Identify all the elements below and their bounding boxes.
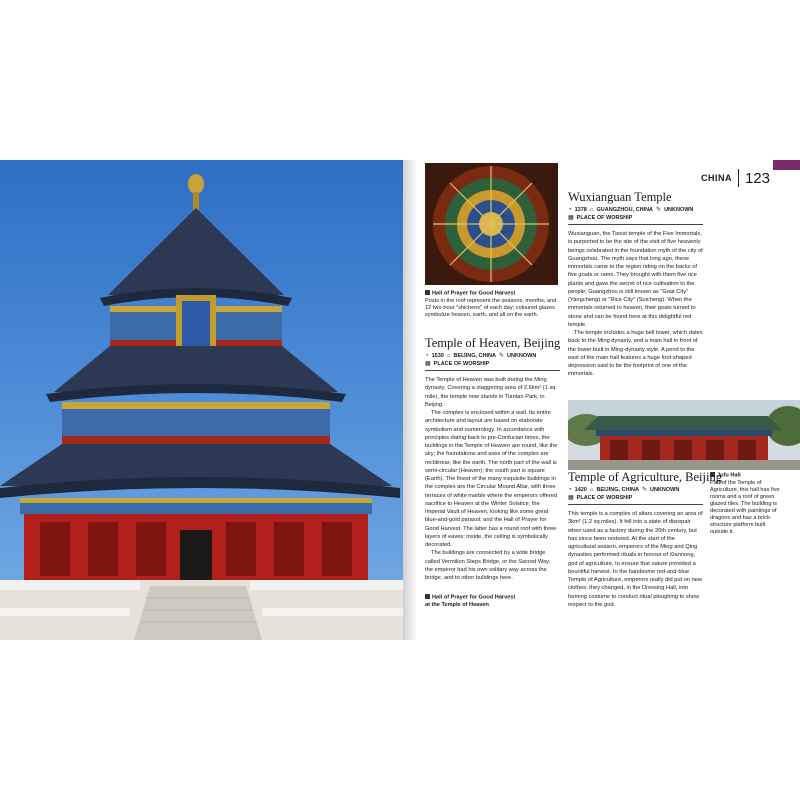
wuxianguan-meta xyxy=(568,206,693,222)
building-type-icon: ▦ xyxy=(568,215,574,221)
ceiling-caption-text: Posts in the roof represent the seasons, months, and 12 two-hour "shichens" of each day; coloured glazes symbolize heaven, earth, and all on the earth. xyxy=(425,297,557,318)
wux-architect: UNKNOWN xyxy=(664,207,694,213)
wux-paragraph: Wuxianguan, the Taoist temple of the Five Immortals, is purported to be the site of the visit of five heavenly beings celebrated in the foundation myth of the city of Guangzhou. The myth says that long ago, these immortals came to the region riding on the backs of five goats or rams. They brought with them five rice plants and gave the secret of rice cultivation to the people; Guangzhou is still known as "Goat City" (Yangcheng) or "Rice City" (Suicheng). When the immortals returned to heaven, their goats turned to stone and can be found here at this delightful red temple. xyxy=(568,231,703,328)
wux-rule xyxy=(568,224,703,225)
jufu-hall-photo xyxy=(568,400,800,470)
wuxianguan-title: Wuxianguan Temple xyxy=(568,190,672,204)
ceiling-caption-title: Hall of Prayer for Good Harvest xyxy=(432,290,516,297)
temple-of-heaven-meta xyxy=(425,352,536,368)
architect-icon: ✎ xyxy=(641,487,648,493)
photo-caption-line2: at the Temple of Heaven xyxy=(425,601,489,608)
hall-of-prayer-illustration xyxy=(0,160,403,640)
agr-paragraph: This temple is a complex of altars covering an area of 3km² (1.2 sq miles). It fell into a state of disrepair when used as a factory during the 20th century, but has since been restored. At the start of the agricultural season, emperors of the Ming and Qing dynasties performed rituals in honour of Xiannong, god of agriculture, to ensure that nature provided a bountiful harvest. In the handsome red-and-blue Temple of Agriculture, emperors really did put on new clothes: they changed, in the Dressing Hall, into farming costume to conduct ritual ploughing to show respect to the god. xyxy=(568,511,703,608)
toh-architect: UNKNOWN xyxy=(507,353,537,359)
temple-of-heaven-body xyxy=(425,376,560,582)
gutter-shadow xyxy=(403,160,417,640)
section-name: CHINA xyxy=(700,173,732,183)
agr-architect: UNKNOWN xyxy=(650,487,680,493)
agr-location: BEIJING, CHINA xyxy=(596,487,639,493)
date-icon: ◔ xyxy=(568,487,572,493)
page-number: 123 xyxy=(744,169,770,187)
toh-paragraph: The buildings are connected by a wide bridge called Vermilion Steps Bridge, or the Sacred Way; the emperor had his own solitary way across the bridge, and to other buildings here. xyxy=(425,550,551,581)
photo-caption xyxy=(425,594,545,609)
architect-icon: ✎ xyxy=(498,353,505,359)
building-type-icon: ▦ xyxy=(568,495,574,501)
toh-paragraph: The complex is enclosed within a wall. Its entire architecture and layout are based on elaborate symbolism and numerology. In accordance with principles dating back to pre-Confucian times, the buildings in the Temple of Heaven are round, like the sky; the foundations and axes of the complex are rectilinear, like the earth. The north part of the wall is semi-circular (Heaven); the south part is square (Earth). The finest of the many exquisite buildings in the complex are the Circular Mound Altar, with three terraces of white marble where the emperors offered sacrifice to Heaven at the Winter Solstice; the Imperial Vault of Heaven, looking like some great blue-and-gold parasol; and the Hall of Prayer for Good Harvest. The latter has a round roof with three layers of eaves; inside, the ceiling is symbolically decorated. xyxy=(425,410,558,548)
toh-paragraph: The Temple of Heaven was built during the Ming dynasty. Covering a staggering area of 2.6km² (1 sq mile), the temple now stands in Tiantan Park, in Beijing. xyxy=(425,377,556,408)
book-spread xyxy=(0,160,800,640)
location-icon: ⌂ xyxy=(446,353,451,359)
temple-of-heaven-title: Temple of Heaven, Beijing xyxy=(425,336,561,350)
caption-camera-icon xyxy=(425,290,430,295)
wux-paragraph: The temple includes a huge bell tower, which dates back to the Ming dynasty, and a main hall in front of the tower built in Ming-dynasty style. A pond to the east of the main hall features a huge foot-shaped depression said to be the footprint of one of the immortals. xyxy=(568,330,703,378)
date-icon: ◔ xyxy=(425,353,429,359)
ceiling-photo xyxy=(425,163,558,285)
toh-rule xyxy=(425,370,560,371)
wux-location: GUANGZHOU, CHINA xyxy=(596,207,654,213)
photo-caption-line1: Hall of Prayer for Good Harvest xyxy=(432,594,516,601)
location-icon: ⌂ xyxy=(589,207,594,213)
agr-rule xyxy=(568,504,703,505)
jufu-caption-text: Part of the Temple of Agriculture, this hall has five rooms and a roof of green glazed tiles. The building is decorated with paintings of dragons and has a brick-structure platform built outside it. xyxy=(710,479,780,535)
ceiling-caption xyxy=(425,290,560,319)
caption-camera-icon xyxy=(425,594,430,599)
chapter-tab xyxy=(773,160,800,170)
location-icon: ⌂ xyxy=(589,487,594,493)
toh-type: PLACE OF WORSHIP xyxy=(433,361,490,367)
temple-of-heaven-photo xyxy=(0,160,403,640)
running-head xyxy=(701,168,770,188)
date-icon: ◔ xyxy=(568,207,572,213)
building-type-icon: ▦ xyxy=(425,361,431,367)
toh-location: BEIJING, CHINA xyxy=(453,353,496,359)
agr-type: PLACE OF WORSHIP xyxy=(576,495,633,501)
jufu-caption-title: Jufu Hall xyxy=(717,472,741,479)
agriculture-body xyxy=(568,510,704,609)
agriculture-title: Temple of Agriculture, Beijing xyxy=(568,470,722,484)
wux-year: 1378 xyxy=(574,207,587,213)
wux-type: PLACE OF WORSHIP xyxy=(576,215,633,221)
running-head-divider xyxy=(738,169,739,187)
agr-year: 1420 xyxy=(574,487,587,493)
agriculture-meta xyxy=(568,486,679,502)
toh-year: 1530 xyxy=(431,353,444,359)
architect-icon: ✎ xyxy=(656,207,662,213)
wuxianguan-body xyxy=(568,230,704,379)
